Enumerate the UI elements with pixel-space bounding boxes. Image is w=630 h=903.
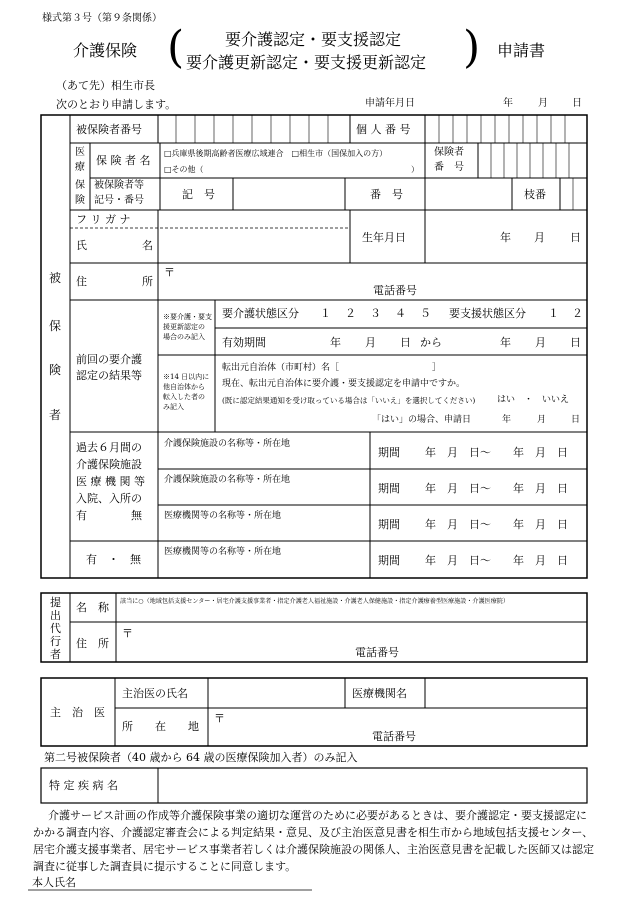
applying-note: (既に認定結果通知を受け取っている場合は「いいえ」を選択してください): [222, 396, 476, 405]
period-label-2: 期間: [378, 482, 400, 495]
care-level-label: 要介護状態区分: [222, 307, 299, 320]
facility-row-2: 介護保険施設の名称等・所在地: [164, 475, 291, 485]
birth-day: 日: [570, 231, 581, 244]
insurer-no-label-1: 保険者: [434, 147, 464, 158]
page-title: 申請書: [497, 41, 546, 60]
intro-text: 次のとおり申請します。: [56, 98, 177, 111]
second-type-heading: 第二号被保険者（40 歳から 64 歳の医療保険加入者）のみ記入: [44, 751, 358, 764]
if-yes-month: 月: [537, 415, 547, 425]
edaban-label: 枝番: [524, 188, 546, 201]
medical-char-4: 険: [75, 195, 85, 206]
doctor-address-label: 所 在 地: [122, 720, 199, 733]
bango-label: 番 号: [370, 188, 403, 201]
disease-label: 特 定 疾 病 名: [49, 779, 118, 792]
care-level-2[interactable]: ２: [345, 307, 356, 320]
insurer-option-1[interactable]: □兵庫県後期高齢者医療広域連合 □相生市（国保加入の方）: [164, 149, 388, 158]
medical-char-2: 療: [75, 162, 85, 173]
hospital-label-4: 入院、入所の: [76, 492, 142, 505]
period-label-4: 期間: [378, 554, 400, 567]
facility-row-3: 医療機関等の名称等・所在地: [164, 511, 282, 521]
birth-year: 年: [500, 231, 511, 244]
period-label-1: 期間: [378, 446, 400, 459]
doctor-label: 主 治 医: [50, 706, 105, 719]
proxy-side-4: 行: [50, 635, 61, 648]
hospital-label-3: 医 療 機 関 等: [76, 475, 145, 488]
previous-note1-b: 援更新認定の: [163, 323, 205, 331]
address-postal-mark: 〒: [164, 266, 175, 279]
address-label-b: 所: [142, 275, 153, 288]
previous-note2-a: ※14 日以内に: [163, 373, 210, 381]
consent-line-2: かかる調査内容、介護認定審査会による判定結果・意見、及び主治医意見書を相生市から地域包括支援センター、: [33, 826, 594, 839]
birth-month: 月: [534, 231, 545, 244]
consent-line-1: 介護サービス計画の作成等介護保険事業の適切な運営のために必要があるときは、要介護認定・要支援認定に: [48, 809, 587, 822]
holder-label-2: 記号・番号: [94, 195, 144, 206]
validity-label: 有効期間: [222, 336, 266, 349]
signature-label[interactable]: 本人氏名: [32, 876, 76, 889]
support-level-1[interactable]: １: [548, 307, 559, 320]
proxy-name-label: 名 称: [76, 601, 109, 614]
if-yes-label: 「はい」の場合、申請日: [372, 415, 472, 425]
doctor-name-label: 主治医の氏名: [122, 687, 188, 700]
support-level-2[interactable]: ２: [572, 307, 583, 320]
side-char-2: 保: [49, 319, 62, 333]
care-level-5[interactable]: ５: [420, 307, 431, 320]
if-yes-day: 日: [571, 415, 581, 425]
holder-label-1: 被保険者等: [94, 180, 144, 191]
previous-note2-c: 転入した者の: [163, 393, 205, 401]
personal-number-label: 個 人 番 号: [356, 123, 411, 136]
period-range-3: 年 月 日～ 年 月 日: [425, 518, 568, 531]
medical-char-1: 医: [75, 147, 85, 158]
hospital-label-5: 有 無: [76, 509, 142, 522]
proxy-address-label: 住 所: [76, 637, 109, 650]
proxy-side-1: 提: [50, 596, 61, 609]
app-month: 月: [538, 98, 548, 109]
consent-line-4: 調査に従事した調査員に提示することに同意します。: [33, 860, 297, 873]
doctor-phone-label: 電話番号: [372, 730, 416, 743]
hospital-label-1: 過去６月間の: [76, 441, 142, 454]
app-day: 日: [572, 98, 582, 109]
validity-from-year: 年: [330, 336, 341, 349]
insurer-name-label: 保 険 者 名: [96, 154, 151, 167]
insured-number-label: 被保険者番号: [76, 123, 142, 136]
period-range-4: 年 月 日～ 年 月 日: [425, 554, 568, 567]
transfer-label: 転出元自治体（市町村）名［: [222, 363, 340, 373]
previous-note2-b: 他自治体から: [163, 383, 205, 391]
insurer-option-2-close: ）: [411, 165, 419, 174]
care-level-1[interactable]: １: [320, 307, 331, 320]
kigo-label: 記 号: [182, 188, 215, 201]
facility-row-1: 介護保険施設の名称等・所在地: [164, 439, 291, 449]
name-label-mei: 名: [142, 239, 153, 252]
proxy-name-note[interactable]: 該当に○（地域包括支援センター・居宅介護支援事業者・指定介護老人福祉施設・介護老人保健施設・指定介護療養型医療施設・介護医療院）: [120, 598, 509, 605]
care-level-4[interactable]: ４: [395, 307, 406, 320]
name-label-shi: 氏: [76, 239, 87, 252]
previous-label-2: 認定の結果等: [76, 369, 142, 382]
validity-kara: から: [420, 336, 442, 349]
side-char-3: 険: [49, 363, 62, 377]
side-char-1: 被: [49, 271, 62, 285]
side-char-4: 者: [49, 408, 62, 422]
address-label-a: 住: [76, 275, 87, 288]
yes-no-choice[interactable]: はい ・ いいえ: [497, 395, 570, 405]
period-range-1: 年 月 日～ 年 月 日: [425, 446, 568, 459]
previous-note1-c: 場合のみ記入: [163, 333, 205, 341]
hospital-umu-choice[interactable]: 有 ・ 無: [86, 553, 141, 566]
proxy-side-2: 出: [50, 609, 61, 622]
consent-line-3: 居宅介護支援事業者、居宅サービス事業者若しくは介護保険施設の関係人、主治医意見書を記載した医師又は認定: [33, 843, 594, 856]
period-range-2: 年 月 日～ 年 月 日: [425, 482, 568, 495]
support-level-label: 要支援状態区分: [449, 307, 526, 320]
proxy-side-3: 代: [50, 622, 61, 635]
medical-char-3: 保: [75, 180, 85, 191]
period-label-3: 期間: [378, 518, 400, 531]
left-paren: (: [167, 22, 185, 73]
title-line-2: 要介護更新認定・要支援更新認定: [186, 53, 427, 72]
insurer-no-label-2: 番 号: [434, 162, 464, 173]
proxy-postal-mark: 〒: [122, 627, 133, 640]
validity-to-day: 日: [570, 336, 581, 349]
proxy-side-5: 者: [50, 648, 61, 661]
previous-note1-a: ※要介護・要支: [163, 313, 212, 321]
addressee: （あて先）相生市長: [56, 79, 155, 92]
kaigo-hoken-label: 介護保険: [73, 41, 138, 60]
care-level-3[interactable]: ３: [370, 307, 381, 320]
previous-note2-d: み記入: [163, 403, 184, 411]
validity-from-month: 月: [365, 336, 376, 349]
institution-label: 医療機関名: [352, 687, 407, 700]
validity-to-year: 年: [500, 336, 511, 349]
hospital-label-2: 介護保険施設: [76, 458, 142, 471]
form-number: 様式第３号（第９条関係）: [42, 13, 162, 24]
facility-row-4: 医療機関等の名称等・所在地: [164, 547, 282, 557]
validity-from-day: 日: [400, 336, 411, 349]
applying-question: 現在、転出元自治体に要介護・要支援認定を申請中ですか。: [222, 379, 466, 389]
proxy-phone-label: 電話番号: [355, 646, 399, 659]
app-year: 年: [503, 98, 513, 109]
address-phone-label: 電話番号: [373, 284, 417, 297]
doctor-postal-mark: 〒: [214, 712, 225, 725]
validity-to-month: 月: [535, 336, 546, 349]
birthdate-label: 生年月日: [362, 231, 406, 244]
title-line-1: 要介護認定・要支援認定: [225, 30, 402, 49]
previous-label-1: 前回の要介護: [76, 353, 142, 366]
transfer-close: ］: [432, 363, 442, 373]
furigana-label: フ リ ガ ナ: [76, 213, 131, 226]
if-yes-year: 年: [502, 415, 512, 425]
application-date-label: 申請年月日: [365, 98, 415, 109]
insurer-option-2[interactable]: □その他（: [164, 165, 204, 174]
right-paren: ): [463, 22, 481, 73]
